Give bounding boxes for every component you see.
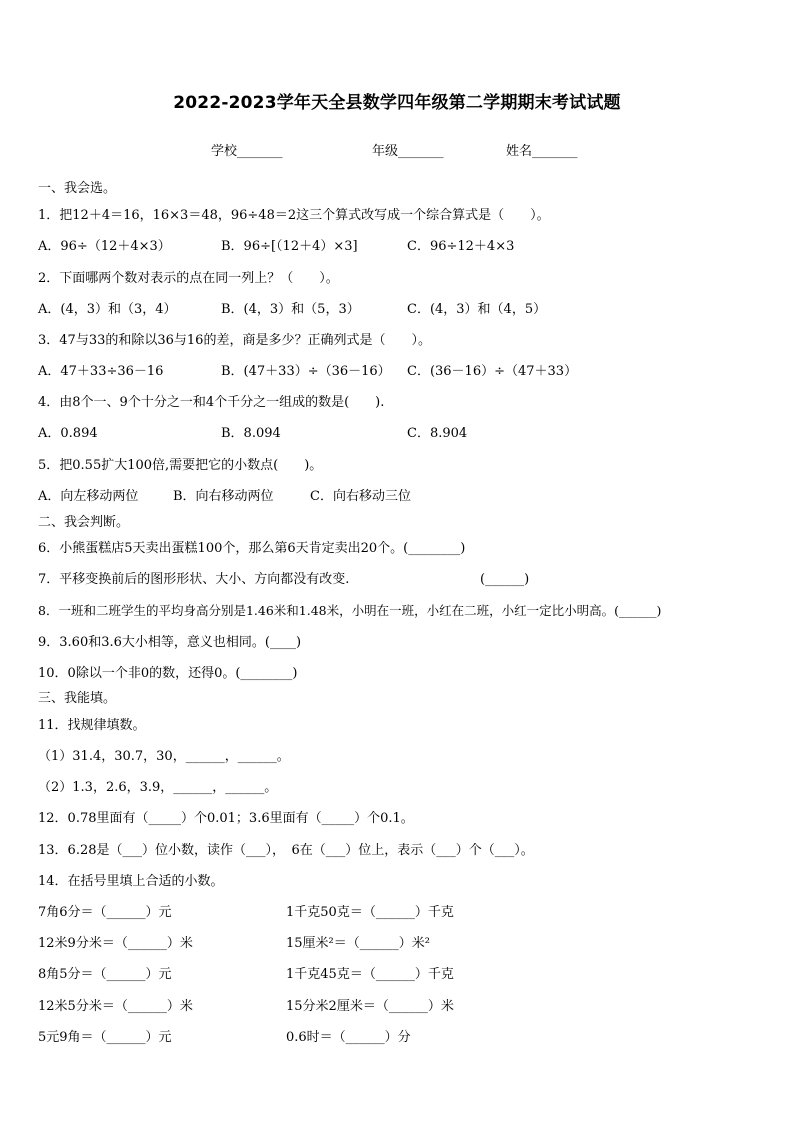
- conversion-left: 8角5分＝（______）元: [38, 967, 172, 982]
- conversion-right: 0.6时＝（______）分: [286, 1030, 411, 1045]
- conversion-right: 1千克45克＝（______）千克: [286, 967, 454, 982]
- q4-option-a: A．0.894: [38, 426, 98, 441]
- q4-option-b: B．8.094: [221, 426, 281, 441]
- question-9: 9．3.60和3.6大小相等，意义也相同。(____): [38, 635, 302, 650]
- grade-field: 年级_______: [372, 144, 444, 159]
- name-field: 姓名_______: [506, 144, 578, 159]
- page-title: 2022-2023学年天全县数学四年级第二学期期末考试试题: [173, 93, 621, 113]
- section-heading-judge: 二、我会判断。: [38, 515, 130, 530]
- q2-option-a: A．(4，3）和（3，4）: [38, 302, 177, 317]
- question-12: 12．0.78里面有（_____）个0.01；3.6里面有（_____）个0.1。: [38, 811, 414, 826]
- q11-part-1: （1）31.4，30.7，30，______，______。: [38, 749, 290, 764]
- q5-option-a: A．向左移动两位: [38, 489, 139, 504]
- q11-part-2: （2）1.3，2.6，3.9，______，______。: [38, 780, 278, 795]
- question-5: 5．把0.55扩大100倍,需要把它的小数点( )。: [38, 458, 323, 473]
- q1-option-c: C．96÷12＋4×3: [407, 239, 515, 254]
- question-2: 2．下面哪两个数对表示的点在同一列上？（ ）。: [38, 271, 339, 286]
- conversion-right: 15分米2厘米＝（______）米: [286, 999, 454, 1014]
- q3-option-a: A．47＋33÷36－16: [38, 364, 164, 379]
- q1-option-b: B．96÷[（12＋4）×3]: [221, 239, 358, 254]
- q5-option-c: C．向右移动三位: [310, 489, 411, 504]
- q2-option-b: B．(4，3）和（5，3）: [221, 302, 360, 317]
- q4-option-c: C．8.904: [407, 426, 468, 441]
- question-10: 10．0除以一个非0的数，还得0。(________): [38, 666, 298, 681]
- q7-answer-blank: (______): [480, 572, 530, 587]
- q3-option-c: C．(36－16）÷（47＋33）: [407, 364, 578, 379]
- q3-option-b: B．(47＋33）÷（36－16）: [221, 364, 391, 379]
- question-4: 4．由8个一、9个十分之一和4个千分之一组成的数是( ).: [38, 395, 385, 410]
- question-1: 1．把12＋4＝16，16×3＝48，96÷48＝2这三个算式改写成一个综合算式是（ ）。: [38, 208, 550, 223]
- conversion-left: 12米5分米＝（______）米: [38, 999, 193, 1014]
- q1-option-a: A．96÷（12＋4×3）: [38, 239, 171, 254]
- question-6: 6．小熊蛋糕店5天卖出蛋糕100个，那么第6天肯定卖出20个。(________): [38, 541, 466, 556]
- q5-option-b: B．向右移动两位: [173, 489, 274, 504]
- question-11: 11．找规律填数。: [38, 718, 146, 733]
- question-7: 7．平移变换前后的图形形状、大小、方向都没有改变.: [38, 572, 350, 587]
- question-8: 8．一班和二班学生的平均身高分别是1.46米和1.48米，小明在一班，小红在二班，小红一定比小明高。(______): [38, 603, 662, 618]
- conversion-left: 5元9角＝（______）元: [38, 1030, 172, 1045]
- section-heading-choice: 一、我会选。: [38, 181, 117, 196]
- conversion-right: 1千克50克＝（______）千克: [286, 905, 454, 920]
- conversion-left: 7角6分＝（______）元: [38, 905, 172, 920]
- school-field: 学校_______: [211, 144, 283, 159]
- conversion-left: 12米9分米＝（______）米: [38, 936, 193, 951]
- section-heading-fill: 三、我能填。: [38, 691, 117, 706]
- question-14: 14．在括号里填上合适的小数。: [38, 874, 224, 889]
- conversion-right: 15厘米²＝（______）米²: [286, 936, 430, 951]
- question-13: 13．6.28是（___）位小数，读作（___）， 6在（___）位上，表示（___）个（___）。: [38, 843, 534, 858]
- q2-option-c: C．(4，3）和（4，5）: [407, 302, 547, 317]
- question-3: 3．47与33的和除以36与16的差，商是多少？正确列式是（ ）。: [38, 333, 431, 348]
